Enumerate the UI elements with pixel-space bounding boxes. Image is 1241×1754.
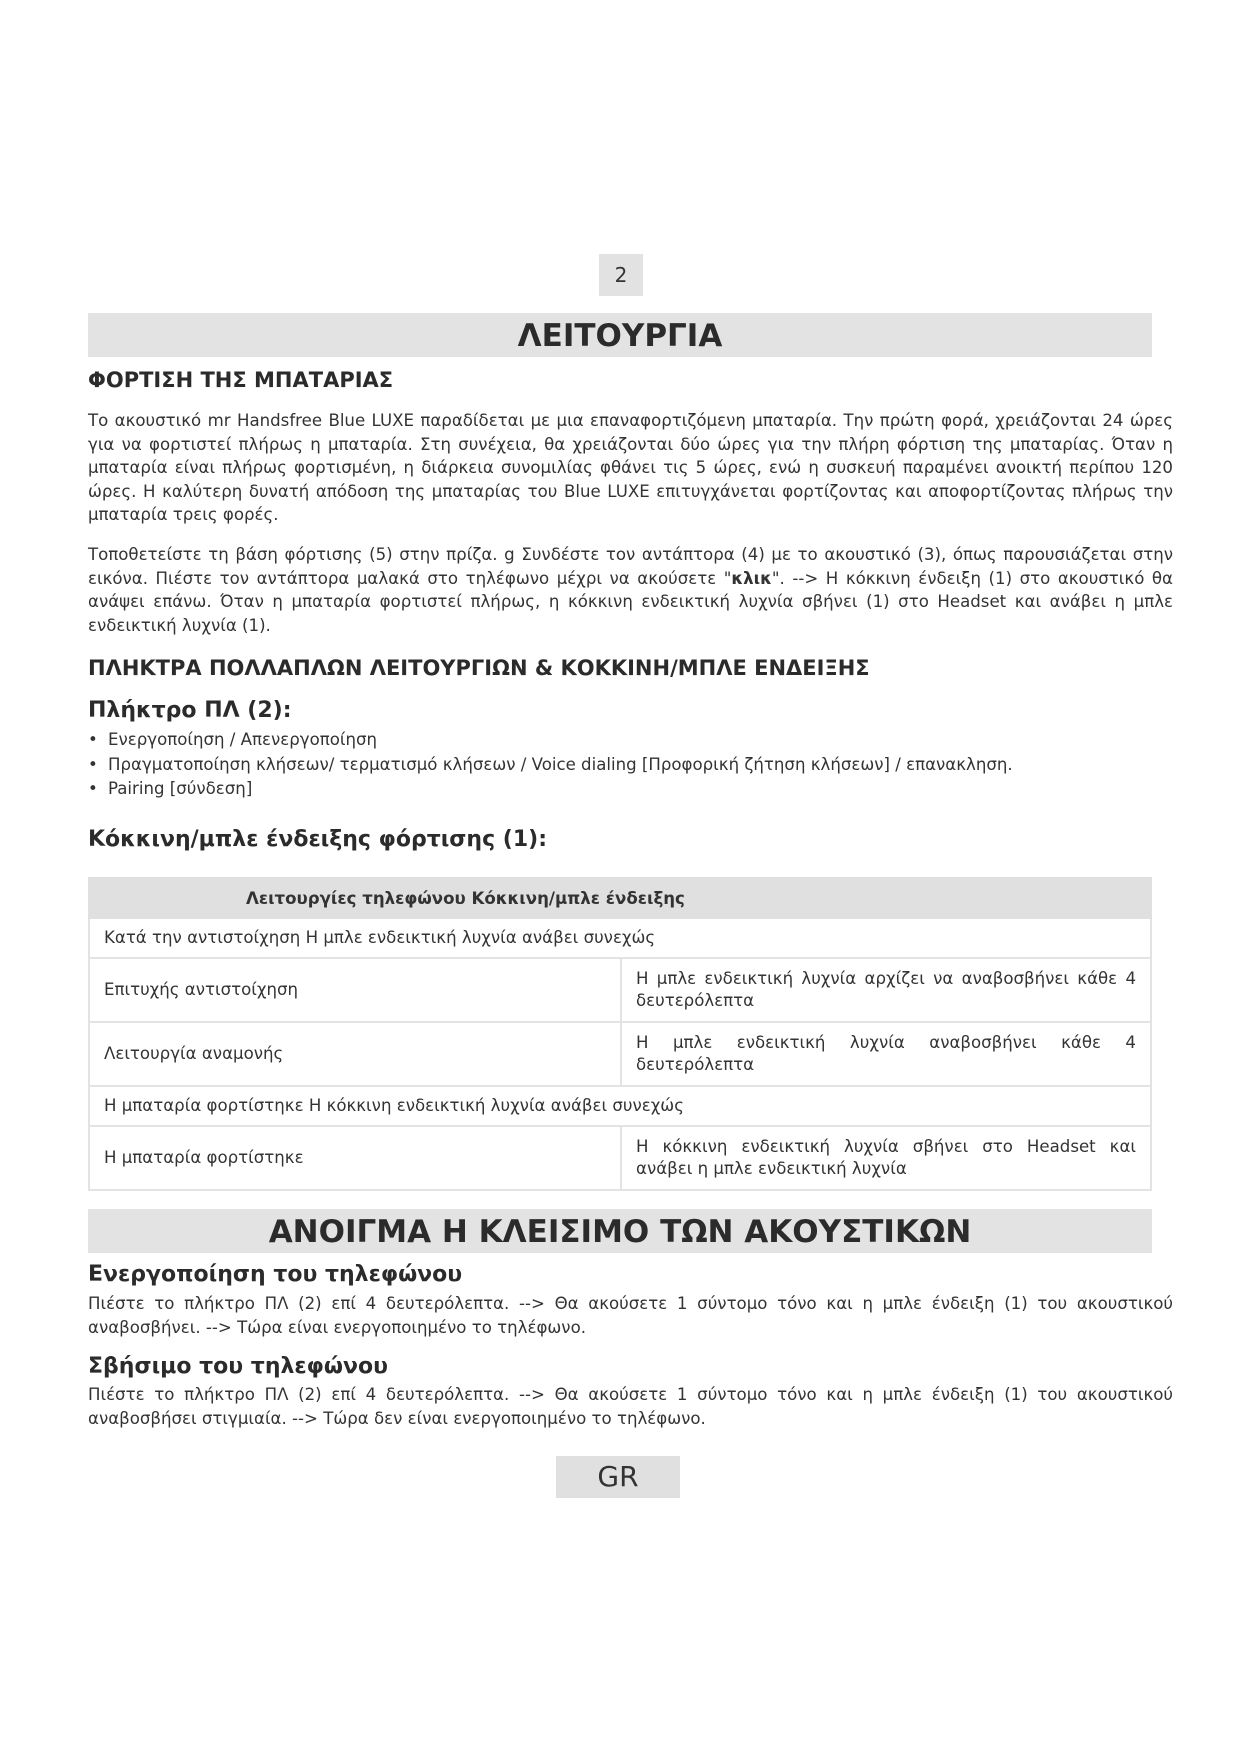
power-on-paragraph: Πιέστε το πλήκτρο ΠΛ (2) επί 4 δευτερόλεπτα. --> Θα ακούσετε 1 σύντομο τόνο και η μπλε ένδειξη (1) του ακουστικού αναβοσβήνει. --> Τώρα είναι ενεργοποιημένο το τηλέφωνο.: [88, 1294, 1173, 1337]
table-row: [89, 1086, 1151, 1126]
table-cell: Η μπλε ενδεικτική λυχνία αρχίζει να αναβοσβήνει κάθε 4 δευτερόλεπτα: [621, 958, 1151, 1022]
table-header-row: [89, 878, 1151, 918]
click-word: κλικ: [731, 568, 772, 588]
table-row: [89, 1022, 1151, 1086]
table-cell: Η κόκκινη ενδεικτική λυχνία σβήνει στο Headset και ανάβει η μπλε ενδεικτική λυχνία: [621, 1126, 1151, 1190]
table-cell: Λειτουργία αναμονής: [89, 1022, 621, 1086]
keys-heading: ΠΛΗΚΤΡΑ ΠΟΛΛΑΠΛΩΝ ΛΕΙΤΟΥΡΓΙΩΝ & ΚΟΚΚΙΝΗ/ΜΠΛΕ ΕΝΔΕΙΞΗΣ: [88, 656, 870, 680]
charging-instructions-paragraph: [88, 543, 1173, 637]
led-indicator-table: [88, 877, 1152, 1191]
power-off-subheading: Σβήσιμο του τηλεφώνου: [88, 1354, 388, 1379]
table-cell: Η μπαταρία φορτίστηκε Η κόκκινη ενδεικτική λυχνία ανάβει συνεχώς: [89, 1086, 1151, 1126]
table-cell: Επιτυχής αντιστοίχηση: [89, 958, 621, 1022]
power-off-paragraph: Πιέστε το πλήκτρο ΠΛ (2) επί 4 δευτερόλεπτα. --> Θα ακούσετε 1 σύντομο τόνο και η μπλε ένδειξη (1) του ακουστικού αναβοσβήσει στιγμιαία. --> Τώρα δεν είναι ενεργοποιημένο το τηλέφωνο.: [88, 1385, 1173, 1428]
list-item: • Πραγματοποίηση κλήσεων/ τερματισμό κλήσεων / Voice dialing [Προφορική ζήτηση κλήσεων] / επανακληση.: [88, 753, 1013, 778]
table-cell: Κατά την αντιστοίχηση Η μπλε ενδεικτική λυχνία ανάβει συνεχώς: [89, 918, 1151, 958]
table-cell: Η μπαταρία φορτίστηκε: [89, 1126, 621, 1190]
table-header: Λειτουργίες τηλεφώνου Κόκκινη/μπλε ένδειξης: [89, 878, 1151, 918]
charging-instructions-text-b: ". --> Η κόκκινη ένδειξη (1) στο ακουστικό θα ανάψει επάνω. Όταν η μπαταρία φορτιστεί πλήρως, η κόκκινη ενδεικτική λυχνία σβήνει (1) στο Headset και ανάβει η μπλε ενδεικτική λυχνία (1).: [88, 568, 1173, 635]
led-indicator-subheading: Κόκκινη/μπλε ένδειξης φόρτισης (1):: [88, 827, 548, 852]
section-title-operation: ΛΕΙΤΟΥΡΓΙΑ: [88, 313, 1152, 357]
key-functions-list: [88, 728, 1013, 802]
list-item: • Ενεργοποίηση / Απενεργοποίηση: [88, 728, 1013, 753]
table-cell: Η μπλε ενδεικτική λυχνία αναβοσβήνει κάθε 4 δευτερόλεπτα: [621, 1022, 1151, 1086]
table-row: [89, 918, 1151, 958]
list-item: • Pairing [σύνδεση]: [88, 777, 1013, 802]
section-title-on-off: ΑΝΟΙΓΜΑ Η ΚΛΕΙΣΙΜΟ ΤΩΝ ΑΚΟΥΣΤΙΚΩΝ: [88, 1209, 1152, 1253]
charging-heading: ΦΟΡΤΙΣΗ ΤΗΣ ΜΠΑΤΑΡΙΑΣ: [88, 368, 394, 392]
multifunction-key-subheading: Πλήκτρο ΠΛ (2):: [88, 698, 292, 723]
page-number: 2: [599, 254, 643, 296]
charging-instructions-text-a: Τοποθετείστε τη βάση φόρτισης (5) στην πρίζα. g Συνδέστε τον αντάπτορα (4) με το ακουστικό (3), όπως παρουσιάζεται στην εικόνα. Πιέστε τον αντάπτορα μαλακά στο τηλέφωνο μέχρι να ακούσετε ": [88, 545, 1173, 588]
table-row: [89, 958, 1151, 1022]
charging-paragraph: Το ακουστικό mr Handsfree Blue LUXE παραδίδεται με μια επαναφορτιζόμενη μπαταρία. Την πρώτη φορά, χρειάζονται 24 ώρες για να φορτιστεί πλήρως η μπαταρία. Στη συνέχεια, θα χρειάζονται δύο ώρες για την πλήρη φόρτιση της μπαταρίας. Όταν η μπαταρία είναι πλήρως φορτισμένη, η διάρκεια συνομιλίας φθάνει τις 5 ώρες, ενώ η συσκευή παραμένει ανοικτή περίπου 120 ώρες. Η καλύτερη δυνατή απόδοση της μπαταρίας του Blue LUXE επιτυγχάνεται φορτίζοντας και αποφορτίζοντας πλήρως την μπαταρία τρεις φορές.: [88, 411, 1173, 524]
power-on-subheading: Ενεργοποίηση του τηλεφώνου: [88, 1262, 463, 1287]
table-row: [89, 1126, 1151, 1190]
language-badge: GR: [556, 1456, 680, 1498]
